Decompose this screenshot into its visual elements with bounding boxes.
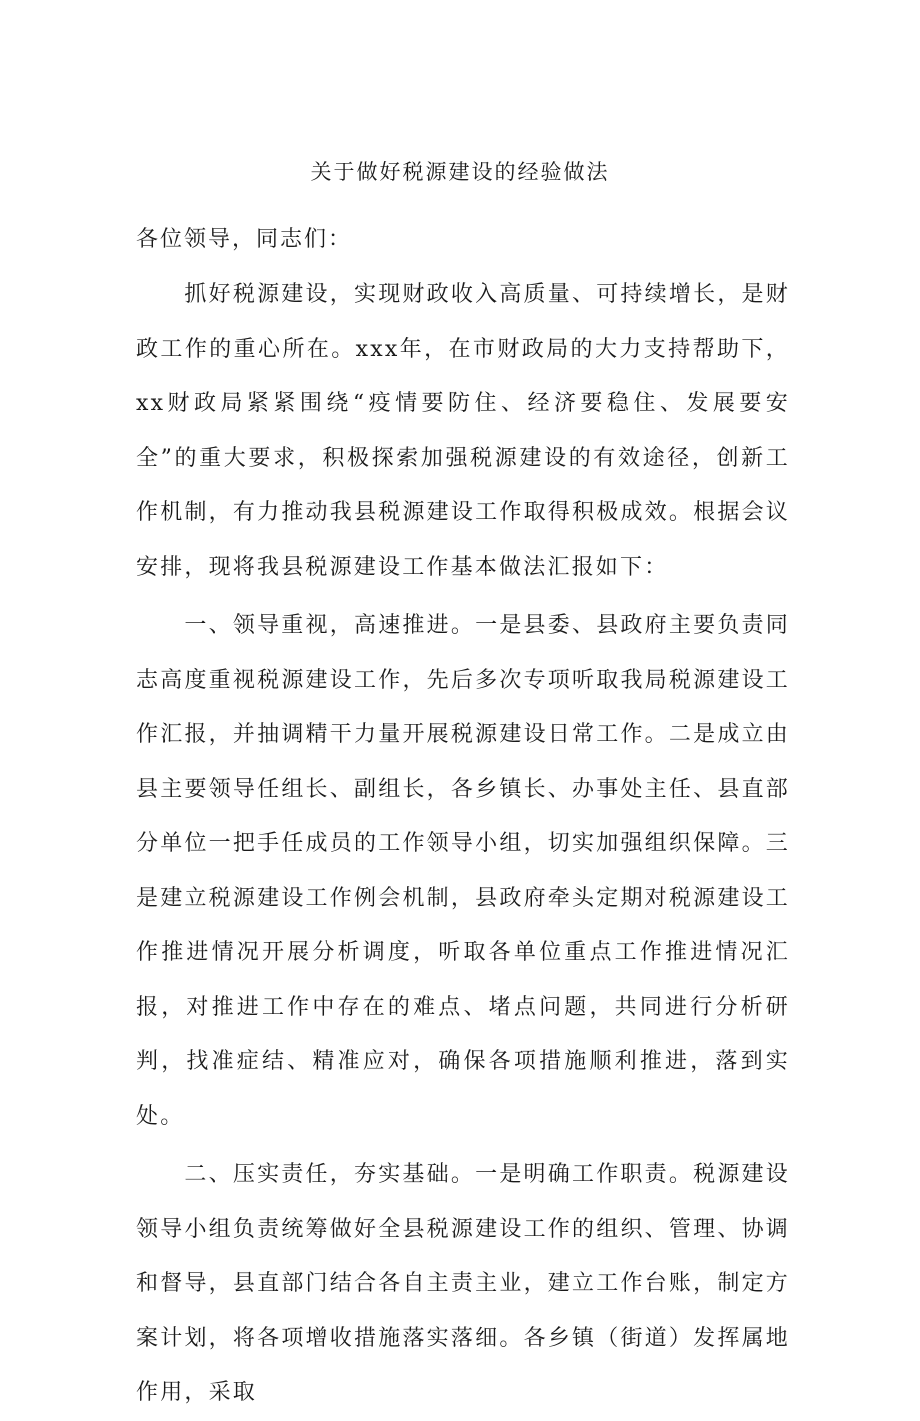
document-body [136,212,790,1421]
paragraph-section-1: 一、领导重视，高速推进。一是县委、县政府主要负责同志高度重视税源建设工作，先后多次专项听取我局税源建设工作汇报，并抽调精干力量开展税源建设日常工作。二是成立由县主要领导任组长、副组长，各乡镇长、办事处主任、县直部分单位一把手任成员的工作领导小组，切实加强组织保障。三是建立税源建设工作例会机制，县政府牵头定期对税源建设工作推进情况开展分析调度，听取各单位重点工作推进情况汇报，对推进工作中存在的难点、堵点问题，共同进行分析研判，找准症结、精准应对，确保各项措施顺利推进，落到实处。 [136,613,790,1129]
salutation: 各位领导，同志们： [136,227,353,252]
paragraph-section-2: 二、压实责任，夯实基础。一是明确工作职责。税源建设领导小组负责统筹做好全县税源建设工作的组织、管理、协调和督导，县直部门结合各自主责主业，建立工作台账，制定方案计划，将各项增收措施落实落细。各乡镇（街道）发挥属地作用，采取 [136,1162,790,1405]
paragraph-intro: 抓好税源建设，实现财政收入高质量、可持续增长，是财政工作的重心所在。xxx年，在市财政局的大力支持帮助下，xx财政局紧紧围绕“疫情要防住、经济要稳住、发展要安全”的重大要求，积极探索加强税源建设的有效途径，创新工作机制，有力推动我县税源建设工作取得积极成效。根据会议安排，现将我县税源建设工作基本做法汇报如下： [136,282,790,580]
document-title: 关于做好税源建设的经验做法 [310,160,610,184]
